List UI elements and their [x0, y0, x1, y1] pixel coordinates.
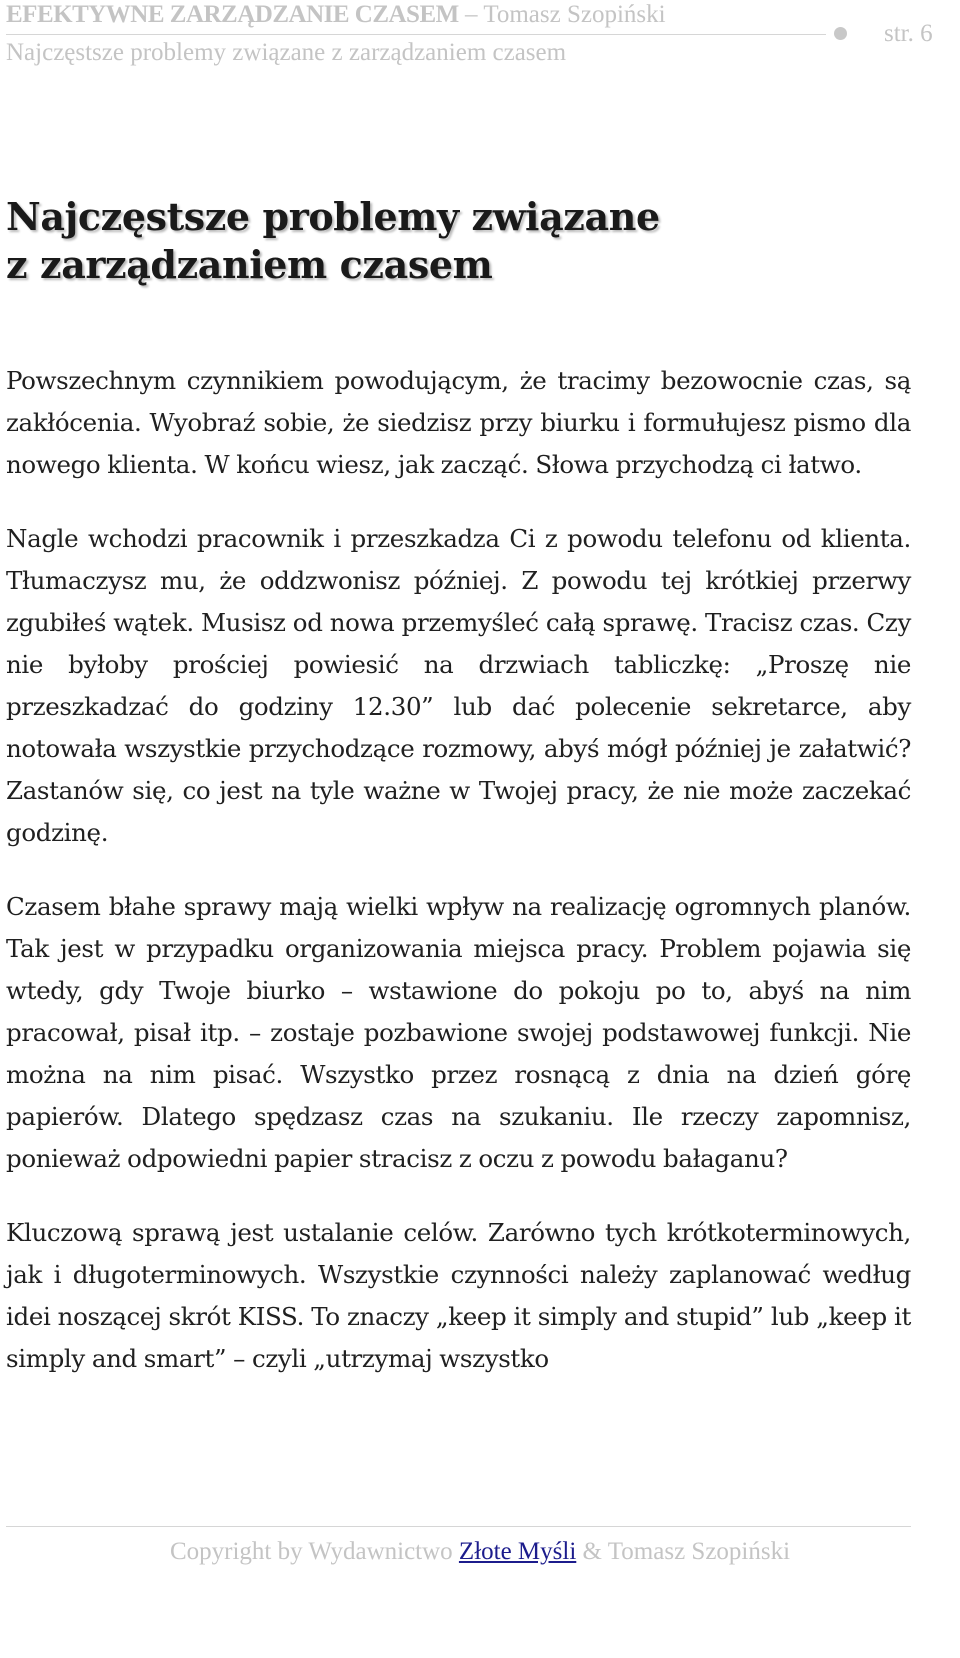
publisher-link[interactable]: Złote Myśli [458, 1538, 577, 1565]
footer-copyright-prefix: Copyright by Wydawnictwo [169, 1538, 453, 1565]
paragraph-3: Czasem błahe sprawy mają wielki wpływ na realizację ogromnych planów. Tak jest w przypadku organizowania miejsca pracy. Problem pojawia się wtedy, gdy Twoje biurko – wstawione do pokoju po to, abyś na nim pracował, pisał itp. – zostaje pozbawione swojej podstawowej funkcji. Nie można na nim pisać. Wszystko przez rosnącą z dnia na dzień górę papierów. Dlatego spędzasz czas na szukaniu. Ile rzeczy zapomnisz, ponieważ odpowiedni papier stracisz z oczu z powodu bałaganu? [6, 892, 911, 1173]
running-header [6, 0, 946, 80]
header-divider [6, 34, 826, 35]
paragraph-1: Powszechnym czynnikiem powodującym, że tracimy bezowocnie czas, są zakłócenia. Wyobraź sobie, że siedzisz przy biurku i formułujesz pismo dla nowego klienta. W końcu wiesz, jak zacząć. Słowa przychodzą ci łatwo. [6, 366, 911, 479]
paragraph-2: Nagle wchodzi pracownik i przeszkadza Ci z powodu telefonu od klienta. Tłumaczysz mu, że oddzwonisz później. Z powodu tej krótkiej przerwy zgubiłeś wątek. Musisz od nowa przemyśleć całą sprawę. Tracisz czas. Czy nie byłoby prościej powiesić na drzwiach tabliczkę: „Proszę nie przeszkadzać do godziny 12.30” lub dać polecenie sekretarce, aby notowała wszystkie przychodzące rozmowy, abyś mógł później je załatwić? Zastanów się, co jest na tyle ważne w Twojej pracy, że nie może zaczekać godzinę. [6, 524, 911, 847]
footer-divider [6, 1526, 911, 1527]
book-author: Tomasz Szopiński [483, 1, 666, 28]
body-text [6, 360, 911, 1380]
footer-copyright-suffix: & Tomasz Szopiński [582, 1538, 791, 1565]
header-book-line [6, 0, 666, 30]
book-title: EFEKTYWNE ZARZĄDZANIE CZASEM [6, 1, 459, 28]
page-number: str. 6 [884, 20, 933, 47]
header-chapter-name: Najczęstsze problemy związane z zarządzaniem czasem [6, 39, 567, 66]
chapter-heading [6, 193, 906, 289]
paragraph-4: Kluczową sprawą jest ustalanie celów. Zarówno tych krótkoterminowych, jak i długoterminowych. Wszystkie czynności należy zaplanować według idei noszącej skrót KISS. To znaczy „keep it simply and stupid” lub „keep it simply and smart” – czyli „utrzymaj wszystko [6, 1218, 911, 1373]
chapter-heading-line-2: z zarządzaniem czasem [6, 242, 493, 287]
page-footer [0, 1532, 960, 1572]
bullet-dot-icon [834, 27, 847, 40]
title-separator: – [465, 1, 478, 28]
chapter-heading-line-1: Najczęstsze problemy związane [6, 194, 660, 239]
